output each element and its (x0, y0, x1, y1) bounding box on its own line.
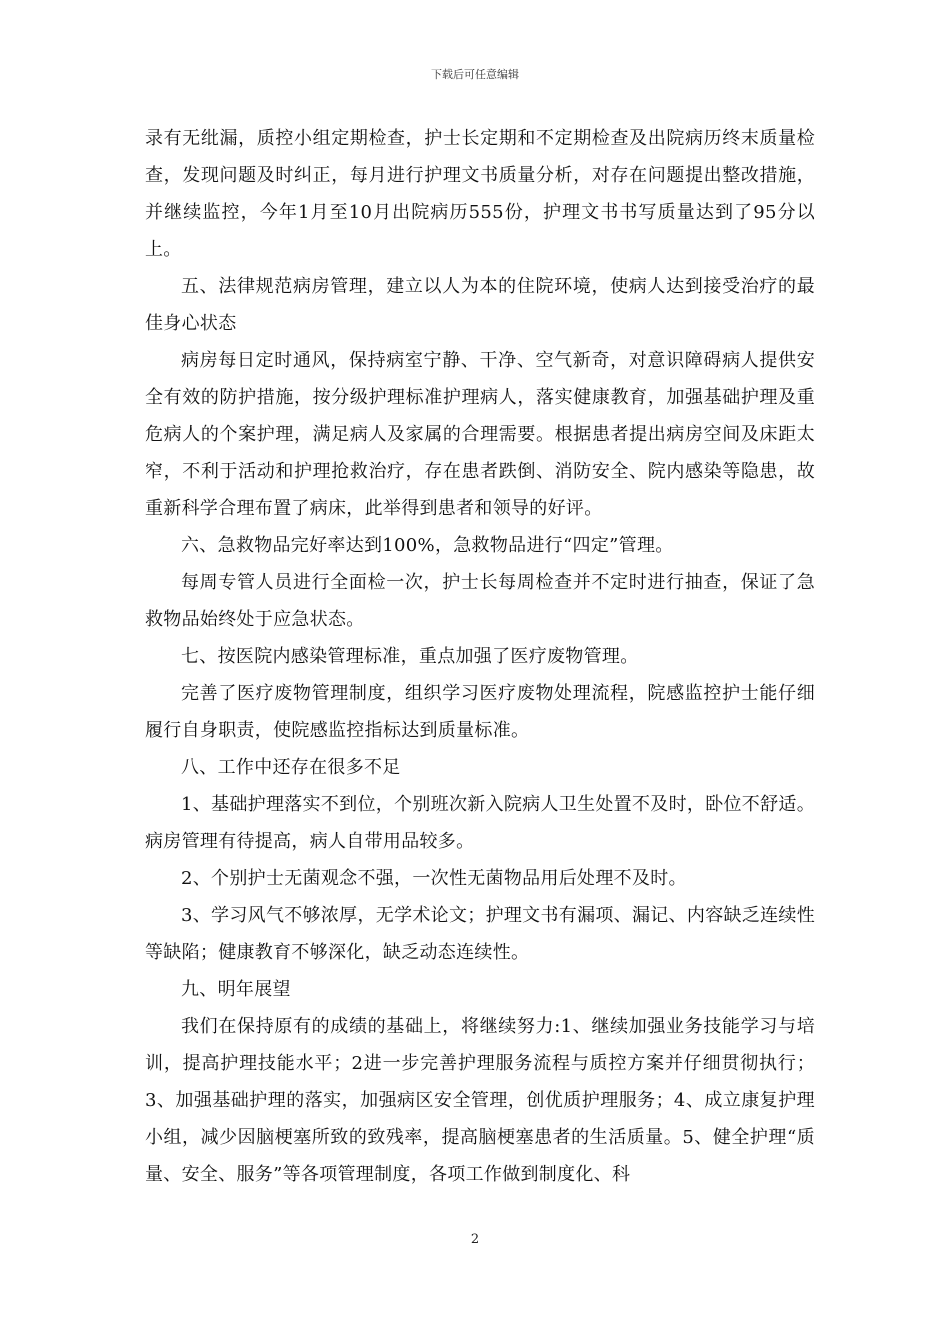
paragraph-3: 病房每日定时通风，保持病室宁静、干净、空气新奇，对意识障碍病人提供安全有效的防护措施，按分级护理标准护理病人，落实健康教育，加强基础护理及重危病人的个案护理，满足病人及家属的合理需要。根据患者提出病房空间及床距太窄，不利于活动和护理抢救治疗，存在患者跌倒、消防安全、院内感染等隐患，故重新科学合理布置了病床，此举得到患者和领导的好评。 (145, 350, 815, 519)
page-number: 2 (470, 1232, 480, 1247)
document-body (145, 120, 815, 1193)
paragraph-section-9-heading: 九、明年展望 (181, 979, 291, 1000)
paragraph-1: 录有无纰漏，质控小组定期检查，护士长定期和不定期检查及出院病历终末质量检查，发现问题及时纠正，每月进行护理文书质量分析，对存在问题提出整改措施，并继续监控，今年1月至10月出院病历555份，护理文书书写质量达到了95分以上。 (145, 128, 815, 260)
paragraph-11: 3、学习风气不够浓厚，无学术论文；护理文书有漏项、漏记、内容缺乏连续性等缺陷；健康教育不够深化，缺乏动态连续性。 (145, 905, 815, 963)
paragraph-section-6-heading: 六、急救物品完好率达到100%，急救物品进行“四定”管理。 (181, 535, 674, 556)
paragraph-10: 2、个别护士无菌观念不强，一次性无菌物品用后处理不及时。 (181, 868, 687, 889)
paragraph-section-5-heading: 五、法律规范病房管理，建立以人为本的住院环境，使病人达到接受治疗的最佳身心状态 (145, 276, 815, 334)
page-header: 下载后可任意编辑 (431, 68, 519, 81)
paragraph-7: 完善了医疗废物管理制度，组织学习医疗废物处理流程，院感监控护士能仔细履行自身职责，使院感监控指标达到质量标准。 (145, 683, 815, 741)
paragraph-section-7-heading: 七、按医院内感染管理标准，重点加强了医疗废物管理。 (181, 646, 639, 667)
paragraph-section-8-heading: 八、工作中还存在很多不足 (181, 757, 401, 778)
paragraph-13: 我们在保持原有的成绩的基础上，将继续努力:1、继续加强业务技能学习与培训，提高护理技能水平；2进一步完善护理服务流程与质控方案并仔细贯彻执行；3、加强基础护理的落实，加强病区安全管理，创优质护理服务；4、成立康复护理小组，减少因脑梗塞所致的致残率，提高脑梗塞患者的生活质量。5、健全护理“质量、安全、服务”等各项管理制度，各项工作做到制度化、科 (145, 1016, 815, 1185)
paragraph-5: 每周专管人员进行全面检一次，护士长每周检查并不定时进行抽查，保证了急救物品始终处于应急状态。 (145, 572, 815, 630)
paragraph-9: 1、基础护理落实不到位，个别班次新入院病人卫生处置不及时，卧位不舒适。病房管理有待提高，病人自带用品较多。 (145, 794, 815, 852)
